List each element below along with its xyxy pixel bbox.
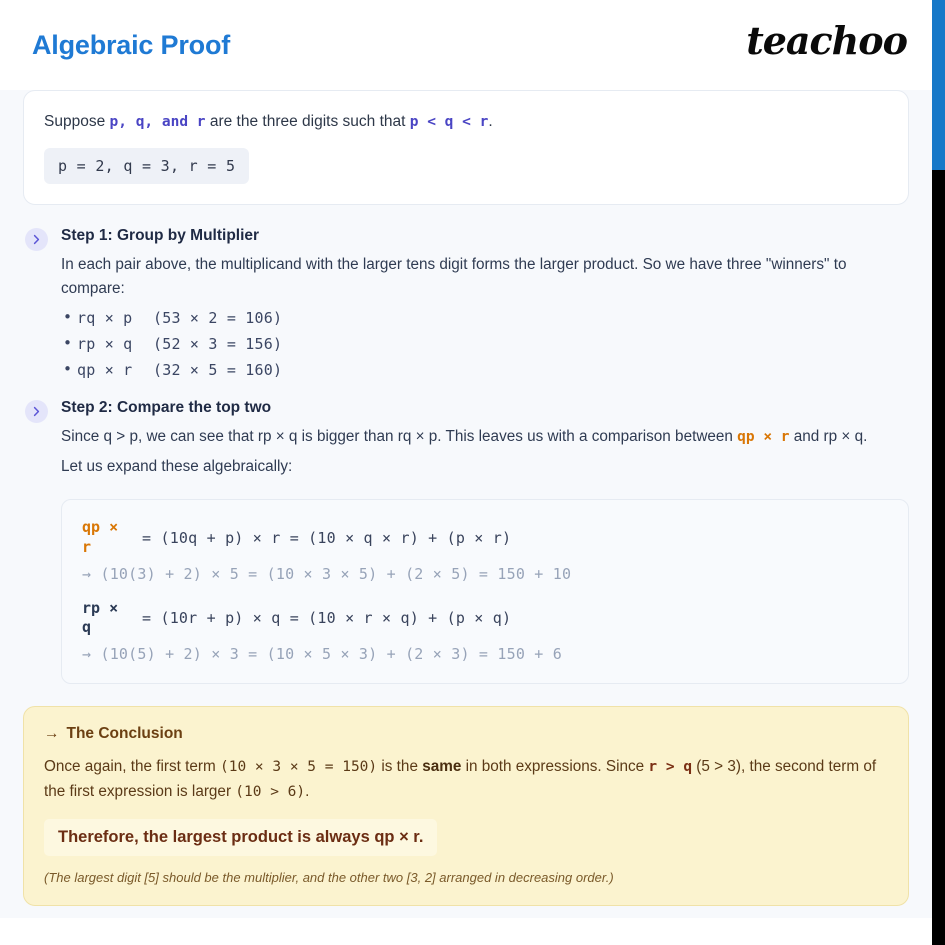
conclusion-code-first-term: (10 × 3 × 5 = 150) <box>220 759 378 776</box>
winner-expression: rp × q <box>77 335 133 354</box>
teachoo-logo: teachoo <box>746 18 907 63</box>
conclusion-code-inequality: r > q <box>648 759 693 776</box>
step-2 <box>23 399 909 479</box>
conclusion-code-second-term: (10 > 6) <box>235 783 306 800</box>
winner-calculation: (53 × 2 = 106) <box>153 309 283 328</box>
premise-lead: Suppose <box>44 113 110 130</box>
premise-middle: are the three digits such that <box>205 113 410 130</box>
chevron-right-icon[interactable] <box>25 400 48 423</box>
algebra-row-substitution: → (10(3) + 2) × 5 = (10 × 3 × 5) + (2 × 5) = 150 + 10 <box>82 564 572 583</box>
vertical-scrollbar-thumb[interactable] <box>932 0 945 170</box>
premise-statement <box>44 110 888 134</box>
conclusion-emphasis-same: same <box>422 758 462 776</box>
conclusion-text-b: is the <box>377 758 423 776</box>
premise-card <box>23 90 909 205</box>
algebra-row-label: qp × r <box>82 518 119 556</box>
conclusion-title <box>44 725 888 743</box>
algebra-row-expression: = (10r + p) × q = (10 × r × q) + (p × q) <box>142 608 512 627</box>
step-2-expand-prompt: Let us expand these algebraically: <box>61 458 293 476</box>
winner-calculation: (32 × 5 = 160) <box>153 361 283 380</box>
arrow-right-icon: → <box>44 725 60 743</box>
chevron-right-icon[interactable] <box>25 228 48 251</box>
assigned-values: p = 2, q = 3, r = 5 <box>44 148 249 184</box>
conclusion-banner: Therefore, the largest product is always qp × r. <box>44 819 437 856</box>
page-header <box>0 0 932 90</box>
premise-inequality: p < q < r <box>409 114 489 130</box>
winner-expression: qp × r <box>77 361 133 380</box>
step-2-text-part-a: Since q > p, we can see that rp × q is bigger than rq × p. This leaves us with a comparison between <box>61 428 738 446</box>
content-column <box>0 90 932 906</box>
step-1 <box>23 227 909 379</box>
highlighted-expression: qp × r <box>737 429 790 446</box>
conclusion-text-d: (5 > 3), the second term of the first expression is larger <box>44 758 877 800</box>
conclusion-card <box>23 706 909 906</box>
algebra-row-substitution: → (10(5) + 2) × 3 = (10 × 5 × 3) + (2 × 3) = 150 + 6 <box>82 645 562 664</box>
step-2-text-part-b: and rp × q. <box>789 428 868 446</box>
step-2-text <box>61 425 909 449</box>
list-item <box>61 309 909 327</box>
conclusion-text-e: . <box>305 782 310 800</box>
step-2-title: Step 2: Compare the top two <box>61 399 272 417</box>
step-1-list <box>61 309 909 379</box>
page-title: Algebraic Proof <box>32 30 231 60</box>
conclusion-text-a: Once again, the first term <box>44 758 220 776</box>
algebra-row <box>82 518 888 556</box>
conclusion-title-text: The Conclusion <box>66 725 183 743</box>
conclusion-text-c: in both expressions. Since <box>461 758 649 776</box>
vertical-scrollbar-track[interactable] <box>932 0 945 945</box>
step-1-title: Step 1: Group by Multiplier <box>61 226 260 244</box>
winner-expression: rq × p <box>77 309 133 328</box>
conclusion-body <box>44 755 888 805</box>
algebra-expansion-panel <box>61 499 909 684</box>
algebra-row-expression: = (10q + p) × r = (10 × q × r) + (p × r) <box>142 528 512 547</box>
step-1-text: In each pair above, the multiplicand with the larger tens digit forms the larger product. So we have three "winners" to compare: <box>61 255 847 297</box>
list-item <box>61 361 909 379</box>
premise-period: . <box>488 113 493 130</box>
algebra-row <box>82 599 888 637</box>
premise-variables: p, q, and r <box>109 114 206 130</box>
algebra-row-label: rp × q <box>82 598 119 636</box>
list-item <box>61 335 909 353</box>
conclusion-note: (The largest digit [5] should be the multiplier, and the other two [3, 2] arranged in decreasing order.) <box>44 869 614 885</box>
winner-calculation: (52 × 3 = 156) <box>153 335 283 354</box>
